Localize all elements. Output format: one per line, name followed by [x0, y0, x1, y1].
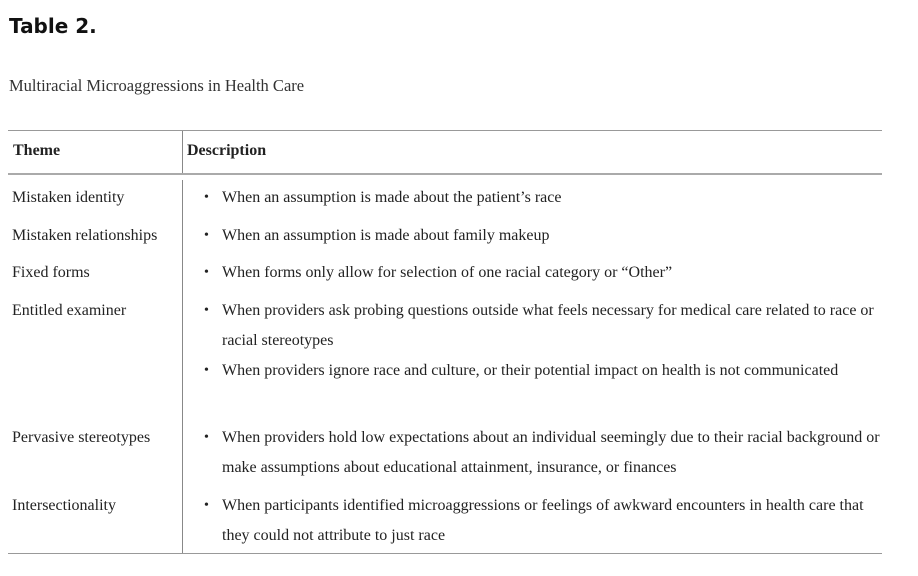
bullet-icon: • — [204, 430, 209, 445]
table-top-rule — [8, 130, 882, 131]
bullet-icon: • — [204, 498, 209, 513]
bullet-icon: • — [204, 363, 209, 378]
table-bottom-rule — [8, 553, 882, 554]
description-item — [204, 221, 880, 251]
description-item — [204, 183, 880, 213]
table-label: Table 2. — [9, 14, 97, 38]
description-item — [204, 356, 880, 386]
description-cell — [204, 423, 880, 483]
theme-cell: Fixed forms — [12, 264, 90, 281]
header-description: Description — [187, 142, 267, 159]
table-caption: Multiracial Microaggressions in Health Care — [9, 76, 305, 95]
bullet-icon: • — [204, 265, 209, 280]
header-bottom-rule — [8, 173, 882, 175]
description-text: When an assumption is made about the patient’s race — [222, 189, 562, 206]
theme-cell: Mistaken identity — [12, 189, 125, 206]
description-item — [204, 258, 880, 288]
description-text: When providers ignore race and culture, or their potential impact on health is not communicated — [222, 362, 839, 379]
bullet-icon: • — [204, 228, 209, 243]
description-cell — [204, 491, 880, 551]
theme-cell: Pervasive stereotypes — [12, 429, 151, 446]
description-text: When an assumption is made about family makeup — [222, 227, 550, 244]
description-text: When forms only allow for selection of one racial category or “Other” — [222, 264, 673, 281]
description-cell — [204, 183, 880, 213]
description-cell — [204, 221, 880, 251]
description-text: When providers hold low expectations about an individual seemingly due to their racial background or make assumptions about educational attainment, insurance, or finances — [222, 429, 880, 476]
description-item — [204, 423, 880, 483]
header-column-divider — [182, 131, 183, 173]
theme-cell: Entitled examiner — [12, 302, 127, 319]
description-cell — [204, 296, 880, 386]
body-column-divider — [182, 180, 183, 553]
bullet-icon: • — [204, 190, 209, 205]
description-item — [204, 296, 880, 356]
description-cell — [204, 258, 880, 288]
theme-cell: Mistaken relationships — [12, 227, 158, 244]
description-text: When participants identified microaggressions or feelings of awkward encounters in health care that they could not attribute to just race — [222, 497, 864, 544]
description-text: When providers ask probing questions outside what feels necessary for medical care related to race or racial stereotypes — [222, 302, 874, 349]
bullet-icon: • — [204, 303, 209, 318]
description-item — [204, 491, 880, 551]
header-theme: Theme — [13, 142, 61, 159]
theme-cell: Intersectionality — [12, 497, 116, 514]
